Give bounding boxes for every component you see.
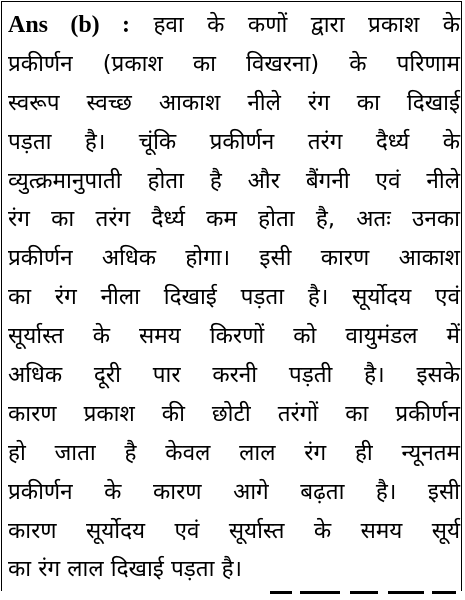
answer-line-12: हो जाता है केवल लाल रंग ही न्यूनतम [8, 439, 460, 466]
answer-line-14: कारण सूर्योदय एवं सूर्यास्त के समय सूर्य [8, 517, 460, 544]
answer-line-3: स्वरूप स्वच्छ आकाश नीले रंग का दिखाई [8, 89, 460, 116]
answer-line-1 [8, 6, 460, 45]
fragment-stroke [350, 591, 378, 594]
fragment-stroke [270, 591, 292, 594]
answer-line-9: सूर्यास्त के समय किरणों को वायुमंडल में [8, 323, 460, 350]
answer-line-13: प्रकीर्णन के कारण आगे बढ़ता है। इसी [8, 478, 460, 505]
answer-line-4: पड़ता है। चूंकि प्रकीर्णन तरंग दैर्ध्य के [8, 128, 460, 155]
answer-line-15: का रंग लाल दिखाई पड़ता है। [8, 556, 243, 583]
answer-line-10: अधिक दूरी पार करनी पड़ती है। इसके [8, 362, 460, 389]
fragment-stroke [300, 591, 340, 594]
answer-line-6: रंग का तरंग दैर्ध्य कम होता है, अतः उनका [8, 206, 460, 233]
fragment-stroke [388, 591, 424, 594]
answer-line-1-text: हवा के कणों द्वारा प्रकाश के [153, 12, 460, 38]
fragment-stroke [432, 591, 456, 594]
cropped-next-line-fragment [270, 591, 460, 600]
answer-text [8, 6, 460, 589]
answer-label: Ans (b) : [8, 12, 130, 38]
answer-line-2: प्रकीर्णन (प्रकाश का विखरना) के परिणाम [8, 50, 460, 77]
answer-line-5: व्युत्क्रमानुपाती होता है और बैंगनी एवं नीले [8, 167, 460, 194]
answer-frame [1, 1, 462, 591]
answer-line-8: का रंग नीला दिखाई पड़ता है। सूर्योदय एवं [8, 284, 460, 311]
answer-line-7: प्रकीर्णन अधिक होगा। इसी कारण आकाश [8, 245, 460, 272]
answer-line-11: कारण प्रकाश की छोटी तरंगों का प्रकीर्णन [8, 400, 460, 427]
